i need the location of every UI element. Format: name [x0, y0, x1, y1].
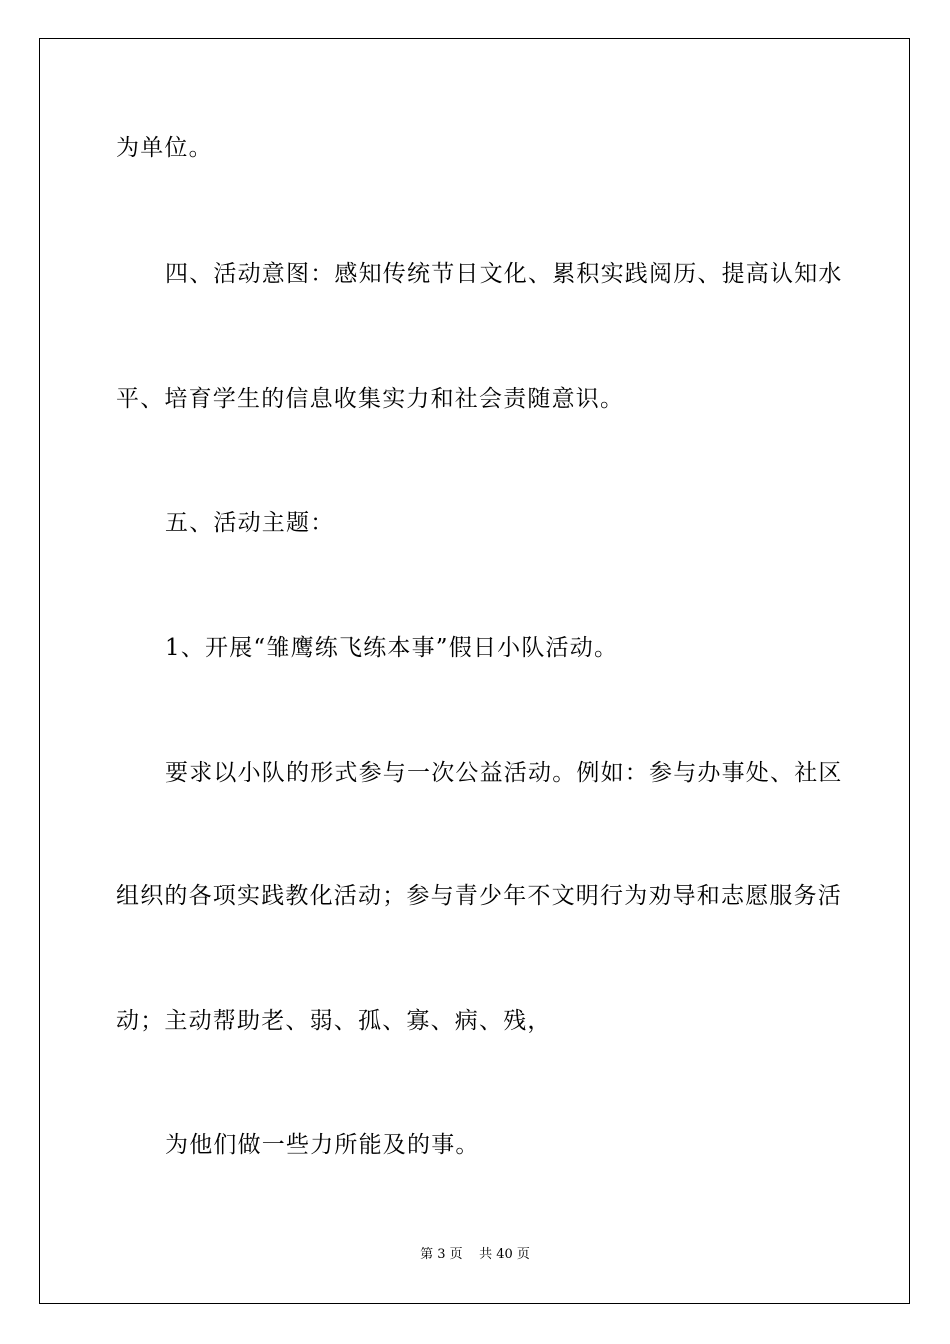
text-line-6: 要求以小队的形式参与一次公益活动。例如：参与办事处、社区 [165, 760, 843, 786]
text-line-2: 四、活动意图：感知传统节日文化、累积实践阅历、提高认知水 [165, 261, 843, 287]
page-border [39, 38, 910, 1304]
page-footer: 第 3 页 共 40 页 [420, 1247, 530, 1262]
text-line-1: 为单位。 [116, 135, 213, 161]
text-line-8: 动；主动帮助老、弱、孤、寡、病、残， [116, 1008, 552, 1034]
text-line-3: 平、培育学生的信息收集实力和社会责随意识。 [116, 386, 625, 412]
text-line-7: 组织的各项实践教化活动；参与青少年不文明行为劝导和志愿服务活 [116, 883, 842, 909]
text-line-9: 为他们做一些力所能及的事。 [165, 1132, 480, 1158]
text-line-4: 五、活动主题： [165, 510, 335, 536]
text-line-5: 1、开展“雏鹰练飞练本事”假日小队活动。 [165, 635, 619, 661]
